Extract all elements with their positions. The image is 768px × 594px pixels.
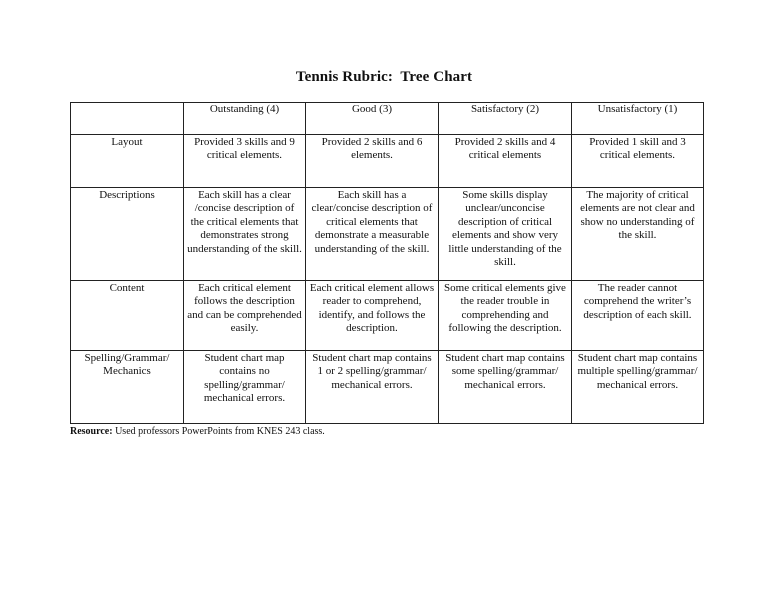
header-good: Good (3) [306,103,439,135]
table-cell: Provided 2 skills and 6 elements. [306,135,439,188]
rubric-table [70,102,704,424]
table-row [71,135,704,188]
row-label-content: Content [71,281,184,351]
table-cell: Provided 1 skill and 3 critical elements. [572,135,704,188]
table-cell: The majority of critical elements are not clear and show no understanding of the skill. [572,188,704,281]
header-unsatisfactory: Unsatisfactory (1) [572,103,704,135]
table-cell: Provided 3 skills and 9 critical elements. [184,135,306,188]
table-cell: Student chart map contains multiple spelling/grammar/ mechanical errors. [572,351,704,424]
table-cell: Each skill has a clear/concise description of critical elements that demonstrate a measurable understanding of the skill. [306,188,439,281]
table-row [71,351,704,424]
row-label-mechanics: Spelling/Grammar/ Mechanics [71,351,184,424]
row-label-descriptions: Descriptions [71,188,184,281]
resource-label: Resource: [70,426,113,437]
document-title: Tennis Rubric: Tree Chart [295,69,473,85]
header-satisfactory: Satisfactory (2) [439,103,572,135]
table-cell: Student chart map contains some spelling/grammar/ mechanical errors. [439,351,572,424]
table-row [71,281,704,351]
table-row [71,188,704,281]
table-cell: Each critical element allows reader to comprehend, identify, and follows the description. [306,281,439,351]
table-cell: Provided 2 skills and 4 critical elements [439,135,572,188]
resource-text: Used professors PowerPoints from KNES 243 class. [112,426,325,437]
table-cell: Some skills display unclear/unconcise description of critical elements and show very little understanding of the skill. [439,188,572,281]
row-label-layout: Layout [71,135,184,188]
header-outstanding: Outstanding (4) [184,103,306,135]
header-row [71,103,704,135]
table-cell: Some critical elements give the reader trouble in comprehending and following the description. [439,281,572,351]
table-cell: Each skill has a clear /concise description of the critical elements that demonstrates strong understanding of the skill. [184,188,306,281]
table-cell: Student chart map contains 1 or 2 spelling/grammar/ mechanical errors. [306,351,439,424]
table-cell: The reader cannot comprehend the writer’s description of each skill. [572,281,704,351]
resource-note [70,426,325,437]
table-cell: Student chart map contains no spelling/grammar/ mechanical errors. [184,351,306,424]
header-cell-empty [71,103,184,135]
table-cell: Each critical element follows the description and can be comprehended easily. [184,281,306,351]
